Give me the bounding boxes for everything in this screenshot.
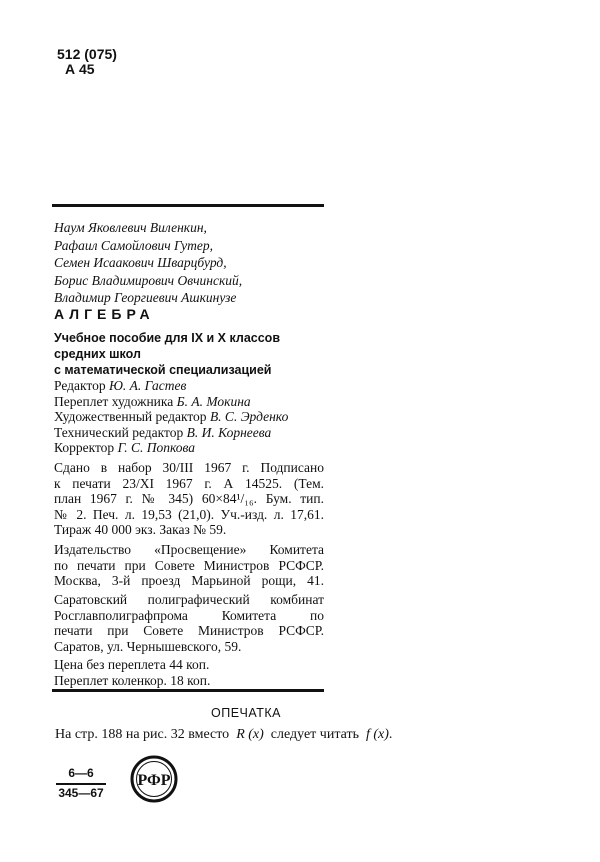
publisher-line: Москва, 3-й проезд Марьиной рощи, 41.: [54, 573, 324, 589]
udc-code: 512 (075): [57, 46, 117, 62]
price-info: [54, 657, 210, 688]
staff-line: Переплет художника Б. А. Мокина: [54, 393, 251, 409]
errata-right-symbol: f (x): [365, 727, 389, 742]
publisher-line: по печати при Совете Министров РСФСР.: [54, 557, 324, 573]
author-line: Наум Яковлевич Виленкин,: [54, 220, 207, 235]
print-info-line: № 2. Печ. л. 19,53 (21,0). Уч.-изд. л. 17,61.: [54, 506, 324, 522]
errata-wrong-symbol: R (x): [236, 727, 264, 742]
staff-line: Художественный редактор В. С. Эрденко: [54, 409, 289, 425]
footer-code-divider: [56, 783, 106, 785]
subtitle-line: с математической специализацией: [54, 363, 272, 377]
printer-line: Саратов, ул. Чернышевского, 59.: [54, 638, 242, 654]
errata-text: На стр. 188 на рис. 32 вместо R (x) следует читать f (x).: [55, 727, 393, 742]
top-rule: [52, 204, 324, 207]
author-line: Борис Владимирович Овчинский,: [54, 272, 243, 288]
authors-list: [54, 219, 242, 307]
publisher-line: Издательство «Просвещение» Комитета: [54, 542, 324, 557]
logo-text: РФР: [137, 772, 171, 789]
publisher-info: [54, 542, 324, 589]
price-line: Цена без переплета 44 коп.: [54, 657, 210, 672]
staff-line: Технический редактор В. И. Корнеева: [54, 424, 272, 440]
subtitle-line: средних школ: [54, 347, 141, 361]
print-info-line: план 1967 г. № 345) 60×84¹/₁₆. Бум. тип.: [54, 491, 324, 507]
footer-code-top: 6—6: [68, 766, 94, 780]
catalog-code: А 45: [65, 61, 95, 77]
footer-code-bottom: 345—67: [58, 786, 104, 800]
print-info: [54, 460, 324, 538]
print-info-line: Тираж 40 000 экз. Заказ № 59.: [54, 522, 227, 538]
printer-line: печати при Совете Министров РСФСР.: [54, 623, 324, 639]
subtitle-line: Учебное пособие для IX и X классов: [54, 331, 281, 345]
errata-heading: ОПЕЧАТКА: [211, 706, 281, 720]
print-info-line: Сдано в набор 30/III 1967 г. Подписано: [54, 460, 324, 475]
print-info-line: к печати 23/XI 1967 г. А 14525. (Тем.: [54, 475, 324, 491]
book-title: АЛГЕБРА: [54, 306, 155, 322]
author-line: Семен Исаакович Шварцбурд,: [54, 255, 227, 270]
printer-line: Росглавполиграфпрома Комитета по: [54, 607, 324, 623]
staff-line: Корректор Г. С. Попкова: [54, 440, 196, 456]
printer-info: [54, 592, 324, 654]
staff-credits: [54, 378, 288, 456]
book-subtitle: [54, 330, 280, 378]
author-line: Рафаил Самойлович Гутер,: [54, 237, 213, 253]
price-line: Переплет коленкор. 18 коп.: [54, 672, 211, 688]
logo-emblem-icon: [130, 755, 178, 803]
publisher-logo: [130, 755, 178, 803]
printer-line: Саратовский полиграфический комбинат: [54, 592, 324, 607]
bottom-rule: [52, 689, 324, 692]
staff-line: Редактор Ю. А. Гастев: [54, 378, 187, 393]
author-line: Владимир Георгиевич Ашкинузе: [54, 290, 237, 305]
